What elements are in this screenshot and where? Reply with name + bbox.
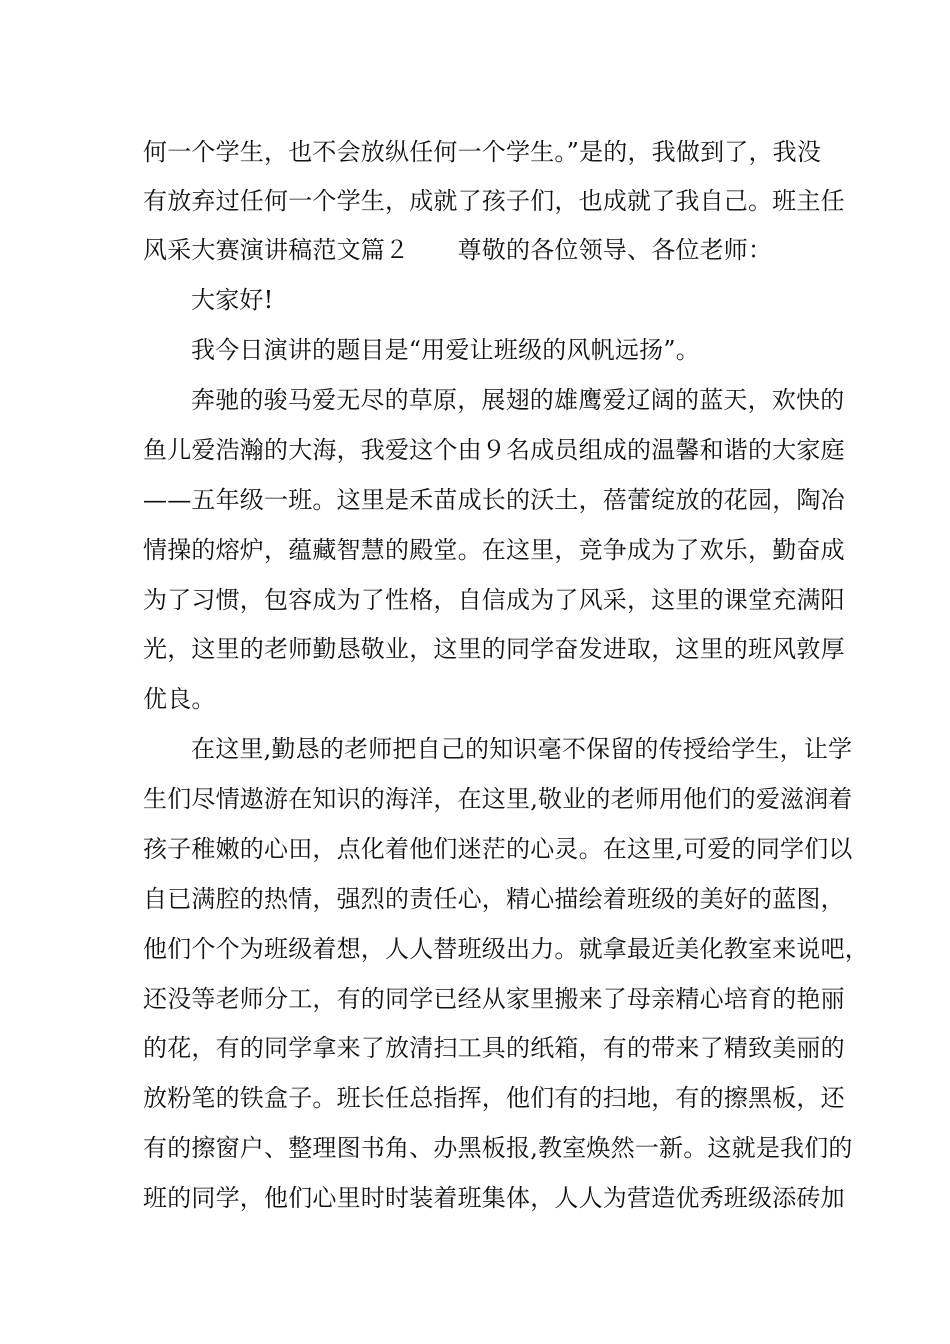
text-line: 有放弃过任何一个学生，成就了孩子们，也成就了我自己。班主任	[143, 187, 845, 215]
text-line: 还没等老师分工，有的同学已经从家里搬来了母亲精心培育的艳丽	[143, 985, 845, 1013]
text-line: 他们个个为班级着想，人人替班级出力。就拿最近美化教室来说吧，	[143, 935, 869, 963]
text-line: 有的擦窗户、整理图书角、办黑板报,教室焕然一新。这就是我们的	[143, 1134, 853, 1162]
text-line: 自已满腔的热情，强烈的责任心，精心描绘着班级的美好的蓝图，	[143, 885, 845, 913]
text-line: ——五年级一班。这里是禾苗成长的沃土，蓓蕾绽放的花园，陶冶	[143, 486, 845, 514]
text-line: 为了习惯，包容成为了性格，自信成为了风采，这里的课堂充满阳	[143, 586, 845, 614]
text-line: 鱼儿爱浩瀚的大海，我爱这个由９名成员组成的温馨和谐的大家庭	[143, 436, 845, 464]
text-line: 的花，有的同学拿来了放清扫工具的纸箱，有的带来了精致美丽的	[143, 1034, 845, 1062]
text-line: 在这里,勤恳的老师把自己的知识毫不保留的传授给学生，让学	[191, 735, 853, 763]
text-line: 生们尽情遨游在知识的海洋，在这里,敬业的老师用他们的爱滋润着	[143, 785, 853, 813]
text-line: 情操的熔炉，蕴藏智慧的殿堂。在这里，竞争成为了欢乐，勤奋成	[143, 536, 845, 564]
text-line: 光，这里的老师勤恳敬业，这里的同学奋发进取，这里的班风敦厚	[143, 635, 845, 663]
text-line: 奔驰的骏马爱无尽的草原，展翅的雄鹰爱辽阔的蓝天，欢快的	[191, 386, 845, 414]
text-line: 何一个学生，也不会放纵任何一个学生。”是的，我做到了，我没	[143, 138, 822, 166]
text-line: 优良。	[143, 685, 216, 713]
speech-title-line: 我今日演讲的题目是“用爱让班级的风帆远扬”。	[191, 336, 700, 364]
greeting-line: 大家好!	[191, 286, 274, 314]
text-line: 风采大赛演讲稿范文篇２ 尊敬的各位领导、各位老师：	[143, 236, 773, 264]
text-line: 孩子稚嫩的心田，点化着他们迷茫的心灵。在这里,可爱的同学们以	[143, 835, 853, 863]
text-line: 放粉笔的铁盒子。班长任总指挥，他们有的扫地，有的擦黑板，还	[143, 1084, 845, 1112]
text-line: 班的同学，他们心里时时装着班集体，人人为营造优秀班级添砖加	[143, 1184, 845, 1212]
